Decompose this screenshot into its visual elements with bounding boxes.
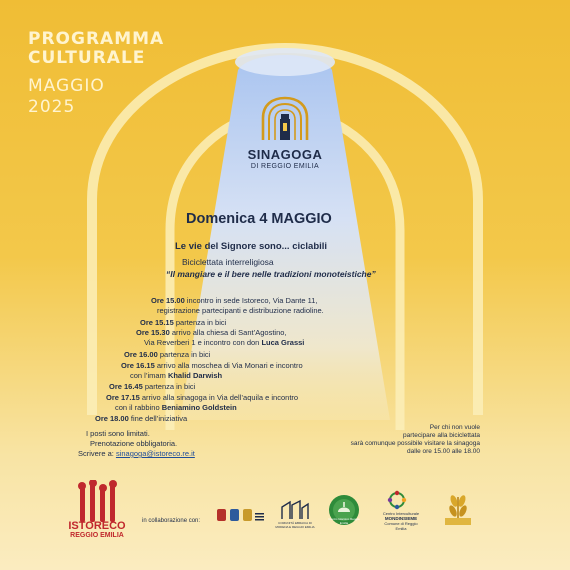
beam-top-glow [235,48,335,76]
schedule-line: Via Reverberi 1 e incontro con don Luca Grassi [144,338,305,347]
schedule-line: Ore 16.00 partenza in bici [124,350,211,359]
notes-line: I posti sono limitati. [86,429,150,438]
program-title [28,30,164,68]
schedule-line: con l’imam Khalid Darwish [130,371,223,380]
sinagoga-logo-icon [259,96,311,142]
schedule-line: Ore 16.15 arrivo alla moschea di Via Monari e incontro [121,361,303,370]
notes-line: sarà comunque possibile visitare la sinagoga [350,440,480,447]
collaboration-label: in collaborazione con: [142,518,201,524]
schedule-line: Ore 16.45 partenza in bici [109,382,196,391]
schedule-line: Ore 15.00 incontro in sede Istoreco, Via Dante 11, [151,296,318,305]
schedule-line: Ore 17.15 arrivo alla sinagoga in Via dell’aquila e incontro [106,393,299,402]
notes-line: partecipare alla biciclettata [403,432,480,439]
booking-notes [78,429,195,459]
schedule-line: Ore 15.15 partenza in bici [140,318,227,327]
notes-line: dalle ore 15.00 alle 18.00 [406,448,480,455]
event-quote: “Il mangiare e il bere nelle tradizioni monoteistiche” [166,269,376,279]
mondinsieme-name [379,511,423,531]
email-link[interactable]: sinagoga@istoreco.re.it [115,449,195,458]
notes-line: Scrivere a: sinagoga@istoreco.re.it [78,449,195,458]
comunita-ebraica-caption: COMUNITÀ EBRAICA DI MODENA E REGGIO EMILIA [275,521,315,529]
event-subtitle: Biciclettata interreligiosa [182,257,274,267]
notes-line: Per chi non vuole [429,424,480,431]
mondinsieme-brand: MONDINSIEME [384,516,418,521]
event-title: Le vie del Signore sono... ciclabili [175,241,328,252]
schedule-line: Ore 15.30 arrivo alla chiesa di Sant’Agostino, [136,328,287,337]
mondinsieme-line1: Centro Interculturale [382,511,420,516]
program-title-line1: PROGRAMMA [28,29,165,49]
program-date [28,76,105,118]
sinagoga-subtitle: DI REGGIO EMILIA [250,163,320,170]
istoreco-city: REGGIO EMILIA [70,532,124,539]
event-date: Domenica 4 MAGGIO [186,211,332,227]
centro-islamico-caption: Centro Islamico Reggio Emilia [328,517,360,525]
visit-notes [300,424,480,456]
comunita-ebraica-logo-icon [278,499,312,521]
istoreco-name: ISTORECO [68,520,126,532]
wheat-logo-icon [443,487,473,527]
sinagoga-name: SINAGOGA [247,147,323,162]
mondinsieme-line3: Comune di Reggio Emilia [384,521,418,531]
notes-line: Prenotazione obbligatoria. [90,439,178,448]
municipality-crests-icon [215,505,265,527]
program-month: MAGGIO [28,76,105,96]
schedule-line: registrazione partecipanti e distribuzione radioline. [157,306,324,315]
program-year: 2025 [28,97,76,117]
schedule-line: Ore 18.00 fine dell’iniziativa [95,414,188,423]
schedule-line: con il rabbino Beniamino Goldstein [115,403,237,412]
mondinsieme-logo-icon [386,490,408,510]
program-title-line2: CULTURALE [28,48,146,68]
